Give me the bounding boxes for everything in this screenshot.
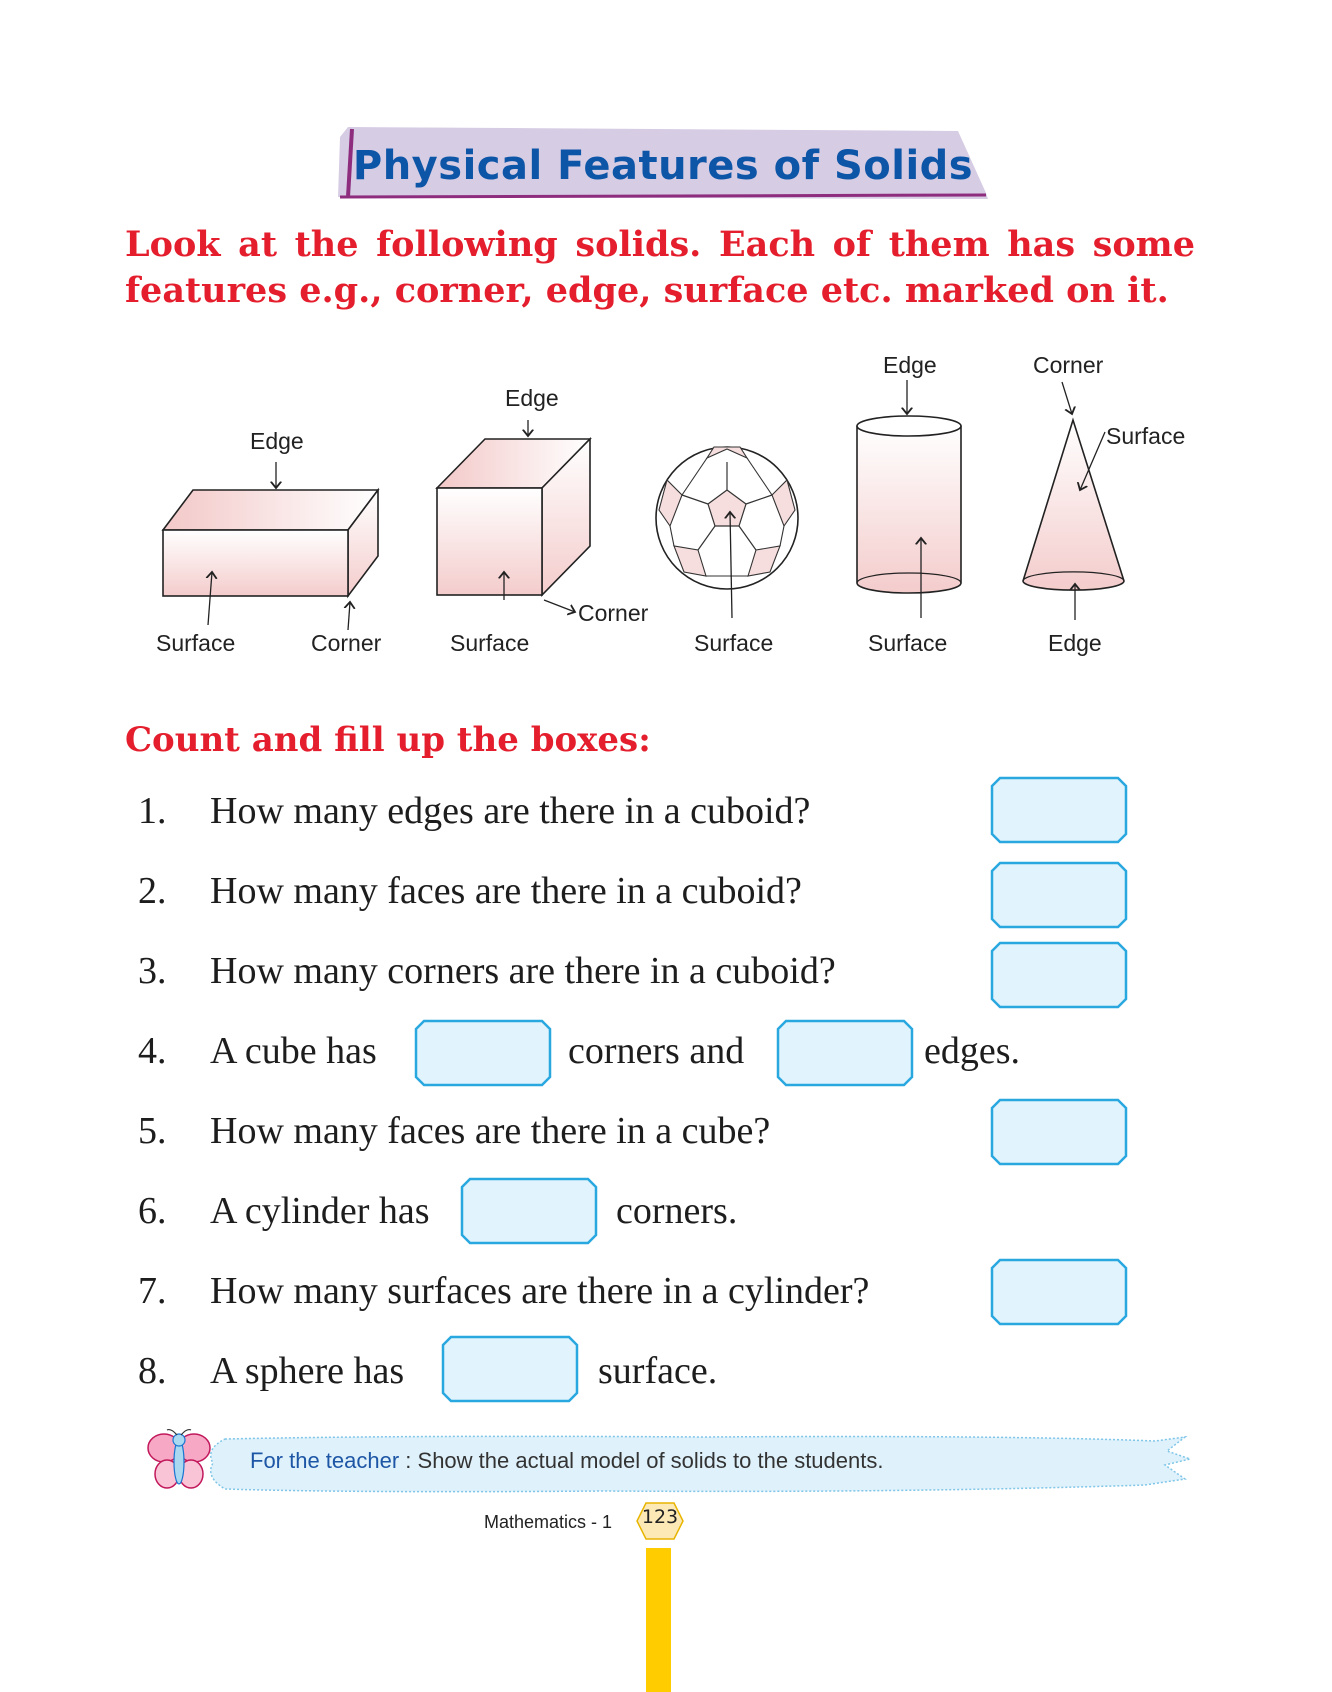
butterfly-icon [147,1428,211,1494]
question-number: 2. [138,870,167,912]
solids-diagram [0,340,1332,670]
answer-box-1[interactable] [990,776,1128,844]
cone-corner-label: Corner [1033,352,1104,378]
cuboid-corner-label: Corner [311,630,382,656]
question-number: 7. [138,1270,167,1312]
subheading: Count and fill up the boxes: [125,720,651,760]
title-tab [338,127,988,205]
cuboid-surface-label: Surface [156,630,236,656]
question-text: A sphere has [210,1350,405,1392]
cuboid-edge-label: Edge [250,428,304,454]
answer-box-3[interactable] [990,941,1128,1009]
question-text: corners. [616,1190,738,1232]
answer-box-4b[interactable] [776,1019,914,1087]
question-text: How many faces are there in a cuboid? [210,870,802,912]
teacher-note-text: : Show the actual model of solids to the students. [399,1448,884,1473]
teacher-note-label: For the teacher [250,1448,400,1473]
answer-box-5[interactable] [990,1098,1128,1166]
question-number: 3. [138,950,167,992]
cone-edge-label: Edge [1048,630,1102,656]
answer-box-8[interactable] [441,1335,579,1403]
question-text: surface. [598,1350,718,1392]
footer-book-label: Mathematics - 1 [484,1512,613,1532]
cube-corner-label: Corner [578,600,649,626]
question-text: A cube has [210,1030,377,1072]
cylinder-figure [857,380,961,618]
cone-surface-label: Surface [1106,423,1186,449]
cube-figure [437,420,590,612]
answer-box-6[interactable] [460,1177,598,1245]
sphere-figure [656,447,798,618]
teacher-note [250,1448,883,1474]
page-title: Physical Features of Solids [352,143,974,189]
question-text: How many corners are there in a cuboid? [210,950,836,992]
cube-edge-label: Edge [505,385,559,411]
question-text: How many faces are there in a cube? [210,1110,771,1152]
cube-surface-label: Surface [450,630,530,656]
question-number: 4. [138,1030,167,1072]
sphere-surface-label: Surface [694,630,774,656]
intro-text: Look at the following solids. Each of them has some features e.g., corner, edge, surface etc. marked on it. [125,224,1195,311]
cuboid-figure [163,462,378,630]
question-text: A cylinder has [210,1190,430,1232]
question-text: How many edges are there in a cuboid? [210,790,811,832]
question-number: 6. [138,1190,167,1232]
answer-box-2[interactable] [990,861,1128,929]
cone-figure [1023,382,1124,620]
question-text: corners and [568,1030,745,1072]
question-text: How many surfaces are there in a cylinder? [210,1270,870,1312]
question-number: 5. [138,1110,167,1152]
question-number: 8. [138,1350,167,1392]
answer-box-4a[interactable] [414,1019,552,1087]
question-text: edges. [924,1030,1021,1072]
cylinder-edge-label: Edge [883,352,937,378]
question-number: 1. [138,790,167,832]
page-tab-bar [646,1548,671,1692]
cylinder-surface-label: Surface [868,630,948,656]
page-number: 123 [641,1506,679,1528]
answer-box-7[interactable] [990,1258,1128,1326]
